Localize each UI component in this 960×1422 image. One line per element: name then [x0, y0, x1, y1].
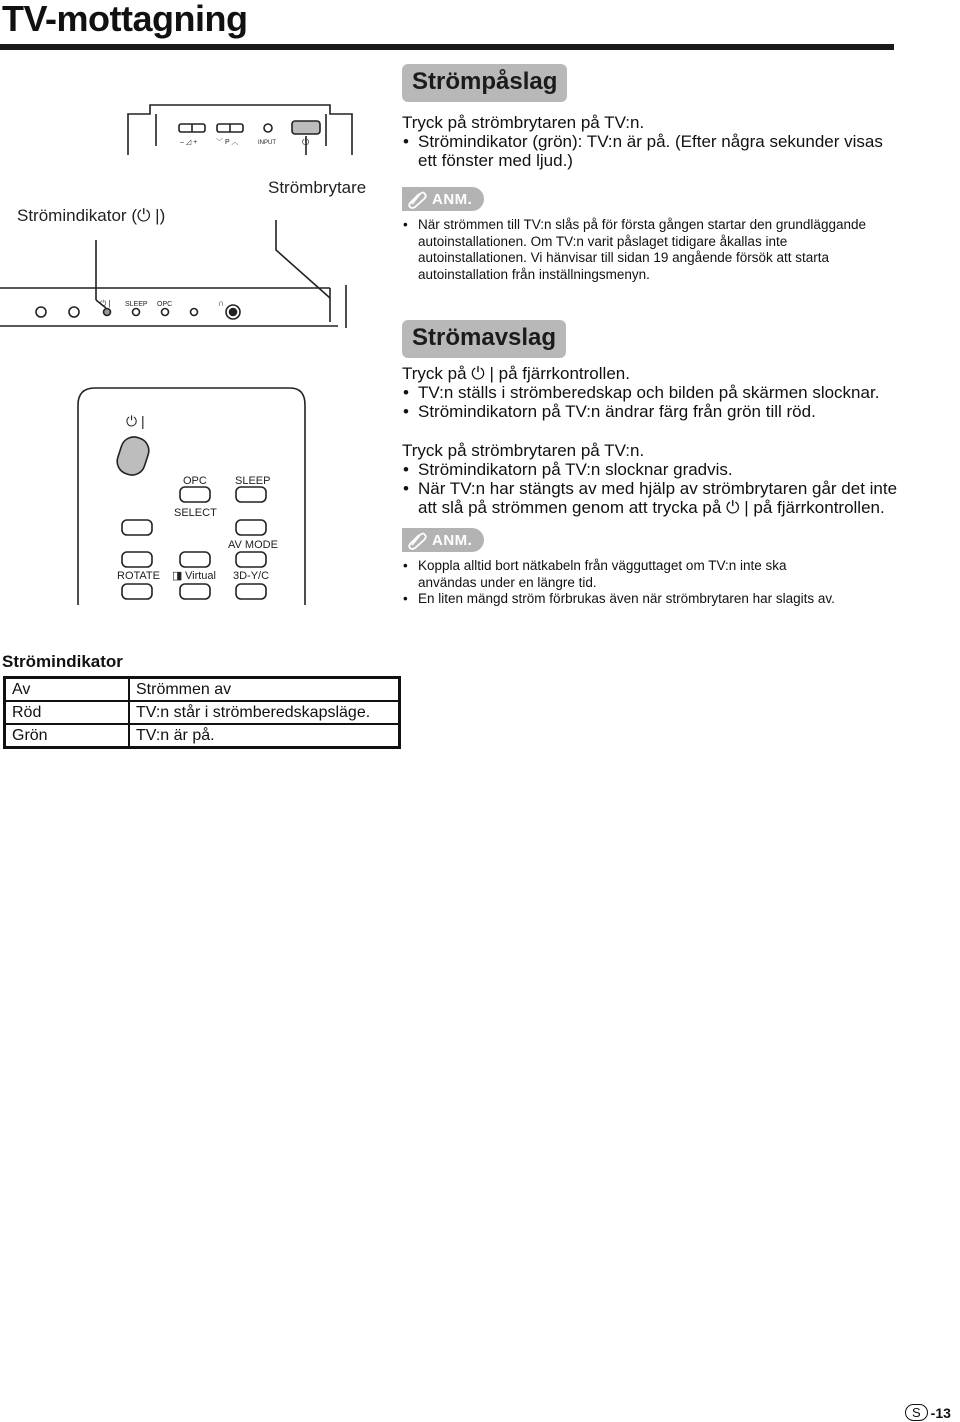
page-number-value: 13 — [935, 1404, 951, 1421]
panel-label-program: ﹀ P ︿ — [216, 139, 239, 146]
remote-label-av-mode: AV MODE — [228, 539, 278, 551]
table-cell-state: Röd — [5, 701, 130, 724]
power-off-note: • Koppla alltid bort nätkabeln från vägguttaget om TV:n inte ska användas under en längre tid. — [402, 558, 842, 591]
power-off-text-2 — [402, 441, 898, 517]
paperclip-icon — [406, 188, 428, 210]
table-cell-state: Av — [5, 678, 130, 702]
language-marker: S — [905, 1404, 928, 1421]
title-rule — [0, 44, 894, 50]
svg-text:∩: ∩ — [218, 298, 225, 308]
power-off-bullet-remote — [402, 479, 898, 517]
svg-text:⏻ |: ⏻ | — [126, 413, 145, 429]
indicator-table — [3, 676, 401, 749]
paperclip-icon — [406, 529, 428, 551]
power-off-bullet: • Strömindikatorn på TV:n slocknar gradvis. — [402, 460, 898, 479]
note-badge-power-on — [402, 187, 484, 211]
power-icon: ⏻ | — [726, 498, 749, 517]
remote-label-select: SELECT — [174, 507, 217, 519]
section-heading-power-on: Strömpåslag — [402, 64, 567, 102]
power-off-lead-1-b: på fjärrkontrollen. — [498, 364, 630, 383]
power-off-note: • En liten mängd ström förbrukas även när strömbrytaren har slagits av. — [402, 591, 842, 608]
svg-text:◨: ◨ — [172, 570, 183, 582]
panel-label-sleep: SLEEP — [125, 301, 148, 308]
table-row — [5, 701, 400, 724]
power-off-lead-1 — [402, 364, 898, 383]
table-cell-meaning: TV:n är på. — [129, 724, 400, 748]
remote-label-sleep: SLEEP — [235, 475, 271, 487]
panel-label-volume: – ◿ + — [180, 139, 198, 146]
power-on-text — [402, 113, 898, 170]
power-off-text-1 — [402, 364, 898, 421]
svg-text:⏻ |: ⏻ | — [100, 299, 111, 308]
power-off-lead-1-a: Tryck på — [402, 364, 467, 383]
table-row — [5, 678, 400, 702]
table-cell-meaning: Strömmen av — [129, 678, 400, 702]
label-power-indicator: Strömindikator (⏻ |) — [17, 206, 166, 225]
power-on-bullet: • Strömindikator (grön): TV:n är på. (Efter några sekunder visas ett fönster med ljud.) — [402, 132, 898, 170]
table-row — [5, 724, 400, 748]
page-number: S - 13 — [905, 1404, 951, 1421]
table-cell-state: Grön — [5, 724, 130, 748]
note-badge-label: ANM. — [432, 531, 473, 549]
section-heading-power-off: Strömavslag — [402, 320, 566, 358]
indicator-table-caption: Strömindikator — [2, 652, 123, 671]
power-on-notes — [402, 217, 896, 283]
page-title: TV-mottagning — [2, 0, 248, 39]
svg-text:⏻: ⏻ — [302, 137, 310, 147]
tv-remote-illustration — [0, 100, 380, 610]
note-badge-power-off — [402, 528, 484, 552]
label-power-switch: Strömbrytare — [268, 178, 367, 197]
note-badge-label: ANM. — [432, 190, 473, 208]
power-off-bullet-remote-a: När TV:n har stängts av med hjälp av strömbrytaren går det inte att slå på strömmen genom att trycka på — [418, 479, 898, 517]
remote-label-3d-yc: 3D-Y/C — [233, 570, 270, 582]
panel-label-input: INPUT — [258, 140, 276, 146]
power-off-bullet: • TV:n ställs i strömberedskap och bilden på skärmen slocknar. — [402, 383, 898, 402]
remote-label-virtual: Virtual — [185, 570, 216, 582]
power-off-lead-2: Tryck på strömbrytaren på TV:n. — [402, 441, 645, 460]
power-on-note: • När strömmen till TV:n slås på för första gången startar den grundläggande autoinstallationen. Om TV:n varit påslaget tidigare åkallas inte autoinstallationen. Vi hänvisar till sidan 19 angående försök att starta autoinstallation från inställningsmenyn. — [402, 217, 896, 283]
power-off-bullet: • Strömindikatorn på TV:n ändrar färg från grön till röd. — [402, 402, 898, 421]
power-off-notes — [402, 558, 842, 608]
power-off-bullet-remote-b: på fjärrkontrollen. — [753, 498, 885, 517]
panel-label-opc: OPC — [157, 301, 173, 308]
power-on-lead: Tryck på strömbrytaren på TV:n. — [402, 113, 645, 132]
remote-label-rotate: ROTATE — [117, 570, 160, 582]
table-cell-meaning: TV:n står i strömberedskapsläge. — [129, 701, 400, 724]
remote-label-opc: OPC — [183, 475, 207, 487]
power-icon: ⏻ | — [471, 364, 494, 383]
